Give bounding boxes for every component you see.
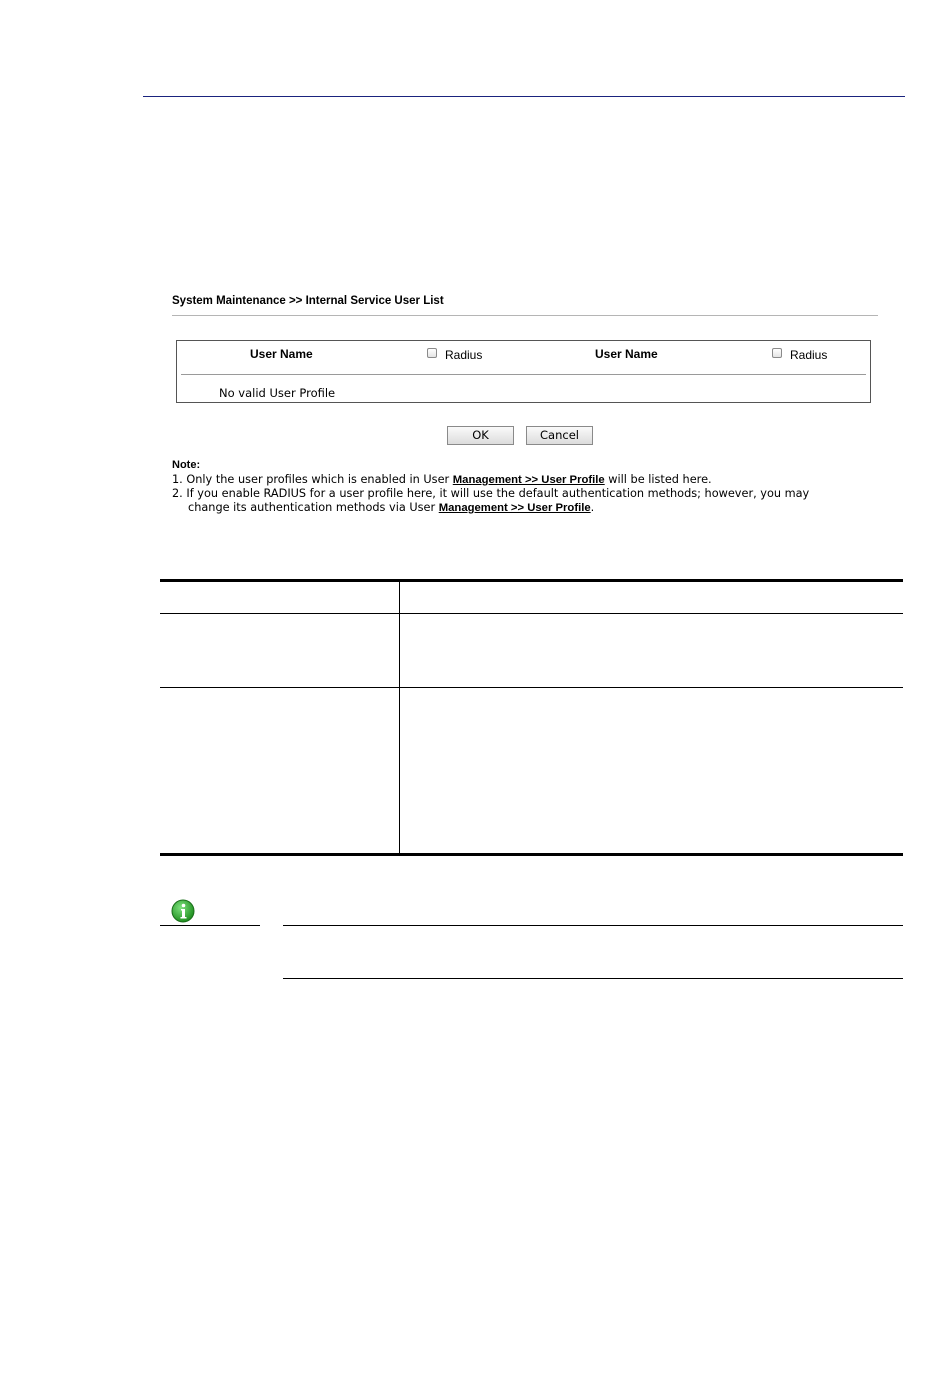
- description-table-column-divider: [399, 581, 400, 854]
- note-heading: Note:: [172, 459, 201, 471]
- column-header-user-name: User Name: [595, 347, 658, 361]
- note-item-2: 2. If you enable RADIUS for a user profile here, it will use the default authentication methods; however, you may: [172, 487, 810, 500]
- title-divider: [172, 315, 878, 316]
- description-table-row-divider: [160, 613, 903, 614]
- description-table-row-divider: [160, 687, 903, 688]
- info-box-bottom-rule: [283, 978, 903, 979]
- note-item-1: [172, 473, 712, 486]
- note-text: 1. Only the user profiles which is enabled in User: [172, 473, 453, 486]
- note-text: change its authentication methods via User: [188, 501, 439, 514]
- page-title: System Maintenance >> Internal Service User List: [172, 295, 444, 307]
- ok-button[interactable]: OK: [447, 426, 514, 445]
- radius-checkbox[interactable]: [427, 348, 437, 358]
- description-table-bottom-rule: [160, 853, 903, 856]
- user-list-table: [176, 340, 871, 403]
- description-table-top-rule: [160, 579, 903, 582]
- radius-checkbox-label: Radius: [790, 348, 828, 362]
- header-divider: [181, 374, 866, 375]
- empty-message: No valid User Profile: [219, 386, 336, 400]
- page-header-rule: [143, 96, 905, 97]
- user-profile-link[interactable]: Management >> User Profile: [438, 502, 591, 514]
- note-text: .: [590, 501, 595, 514]
- user-profile-link[interactable]: Management >> User Profile: [452, 474, 605, 486]
- radius-checkbox[interactable]: [772, 348, 782, 358]
- info-divider: [160, 925, 260, 926]
- cancel-button[interactable]: Cancel: [526, 426, 593, 445]
- info-icon: [171, 899, 195, 923]
- info-box-top-rule: [283, 925, 903, 926]
- note-item-2-continued: [188, 501, 594, 514]
- column-header-user-name: User Name: [250, 347, 313, 361]
- note-text: will be listed here.: [604, 473, 712, 486]
- radius-checkbox-label: Radius: [445, 348, 483, 362]
